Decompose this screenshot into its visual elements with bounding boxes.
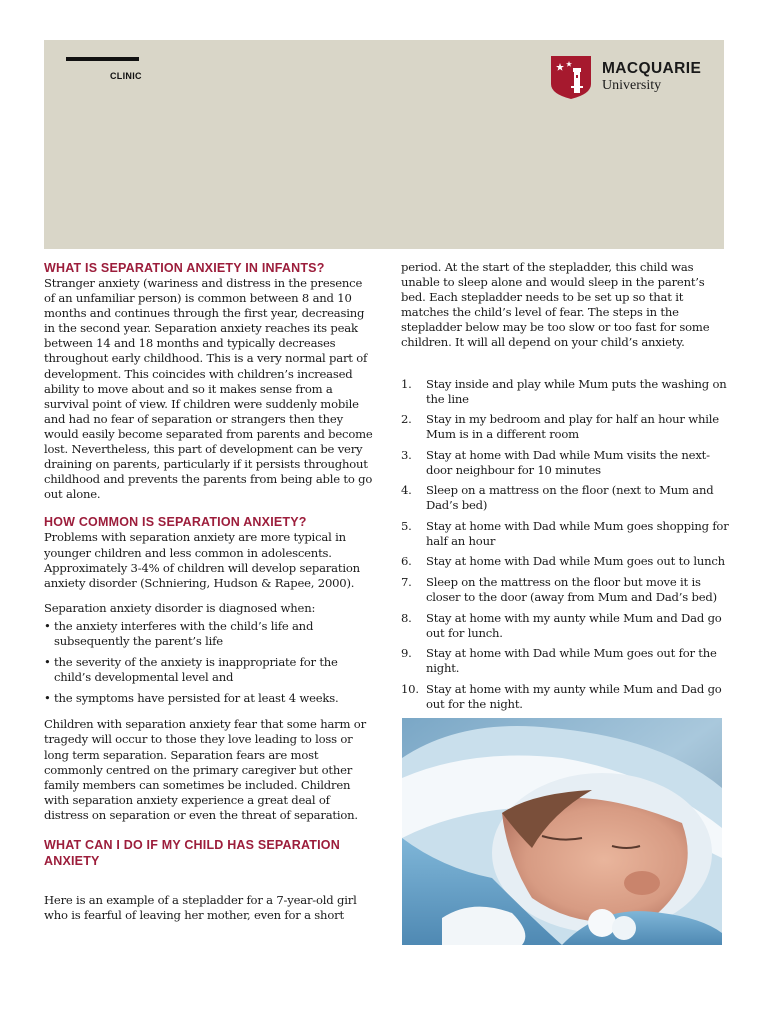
paragraph-fears: Children with separation anxiety fear that some harm or tragedy will occur to those they love leading to loss or long term separation. Separation fears are most commonly centred on the primary caregiver but other family members can sometimes be included. Children with separation anxiety experience a great deal of distress on separation or even the threat of separation. — [44, 717, 366, 822]
step-number: 10. — [401, 681, 419, 696]
header-banner — [44, 40, 724, 249]
step-text: Stay at home with Dad while Mum goes shopping for half an hour — [426, 518, 729, 548]
list-item: • the symptoms have persisted for at least 4 weeks. — [44, 691, 374, 706]
list-item — [401, 575, 731, 605]
paragraph-stepladder-continued: period. At the start of the stepladder, this child was unable to sleep alone and would sleep in the parent’s bed. Each stepladder needs to be set up so that it matches the child’s level of fear. The steps in the stepladder below may be too slow or too fast for some children. It will all depend on your child’s anxiety. — [401, 260, 710, 350]
step-text: Stay inside and play while Mum puts the washing on the line — [426, 376, 727, 406]
heading-what-can-i-do: WHAT CAN I DO IF MY CHILD HAS SEPARATION ANXIETY — [44, 838, 340, 868]
diagnosis-criteria-list — [44, 619, 374, 706]
list-item — [401, 554, 731, 569]
step-number: 9. — [401, 646, 412, 661]
list-item — [401, 682, 731, 712]
list-item: • the severity of the anxiety is inappropriate for the child’s developmental level and — [44, 655, 374, 685]
list-item — [401, 377, 731, 407]
paragraph-intro: Stranger anxiety (wariness and distress in the presence of an unfamiliar person) is common between 8 and 10 months and continues through the first year, decreasing in the second year. Separation anxiety reaches its peak between 14 and 18 months and typically decreases throughout early childhood. This is a very normal part of development. This coincides with children’s increased ability to move about and so it makes sense from a survival point of view. If children were suddenly mobile and had no fear of separation or strangers then they would easily become separated from parents and become lost. Nevertheless, this part of development can be very draining on parents, particularly if it persists throughout childhood and prevents the parents from being able to go out alone. — [44, 276, 373, 502]
list-item — [401, 412, 731, 442]
paragraph-prevalence: Problems with separation anxiety are more typical in younger children and less common in adolescents. Approximately 3-4% of children will develop separation anxiety disorder (Schniering, Hudson & Rapee, 2000). — [44, 530, 360, 590]
clinic-label: CLINIC — [110, 71, 142, 81]
step-number: 1. — [401, 376, 412, 391]
step-text: Stay at home with my aunty while Mum and Dad go out for the night. — [426, 681, 722, 711]
step-text: Sleep on a mattress on the floor (next to Mum and Dad’s bed) — [426, 483, 714, 513]
step-number: 2. — [401, 412, 412, 427]
step-text: Stay in my bedroom and play for half an hour while Mum is in a different room — [426, 412, 719, 442]
list-item — [401, 483, 731, 513]
list-item — [401, 611, 731, 641]
step-number: 6. — [401, 554, 412, 569]
step-text: Stay at home with Dad while Mum goes out to lunch — [426, 554, 725, 569]
step-text: Stay at home with Dad while Mum visits the next-door neighbour for 10 minutes — [426, 447, 710, 477]
logo-name: MACQUARIE — [602, 60, 702, 77]
paragraph-stepladder-example: Here is an example of a stepladder for a 7-year-old girl who is fearful of leaving her mother, even for a short — [44, 893, 357, 923]
list-item — [401, 519, 731, 549]
step-text: Stay at home with Dad while Mum goes out for the night. — [426, 646, 717, 676]
child-in-hood-photo — [402, 718, 722, 945]
list-item — [401, 646, 731, 676]
paragraph-diagnosed: Separation anxiety disorder is diagnosed when: — [44, 600, 316, 615]
university-shield-icon — [551, 56, 591, 99]
step-number: 4. — [401, 483, 412, 498]
left-column — [44, 260, 374, 923]
photo-illustration — [402, 718, 722, 945]
stepladder-list — [401, 377, 731, 712]
macquarie-logo[interactable] — [551, 56, 721, 100]
step-number: 8. — [401, 610, 412, 625]
heading-what-is: WHAT IS SEPARATION ANXIETY IN INFANTS? — [44, 261, 325, 275]
step-number: 7. — [401, 574, 412, 589]
banner-rule — [66, 57, 139, 61]
step-text: Stay at home with my aunty while Mum and Dad go out for lunch. — [426, 610, 722, 640]
list-item: • the anxiety interferes with the child’s life and subsequently the parent’s life — [44, 619, 374, 649]
heading-how-common: HOW COMMON IS SEPARATION ANXIETY? — [44, 515, 307, 530]
list-item — [401, 448, 731, 478]
right-column — [401, 260, 731, 717]
step-number: 5. — [401, 518, 412, 533]
logo-subtitle: University — [602, 78, 662, 93]
step-number: 3. — [401, 447, 412, 462]
step-text: Sleep on the mattress on the floor but move it is closer to the door (away from Mum and Dad’s bed) — [426, 574, 717, 605]
